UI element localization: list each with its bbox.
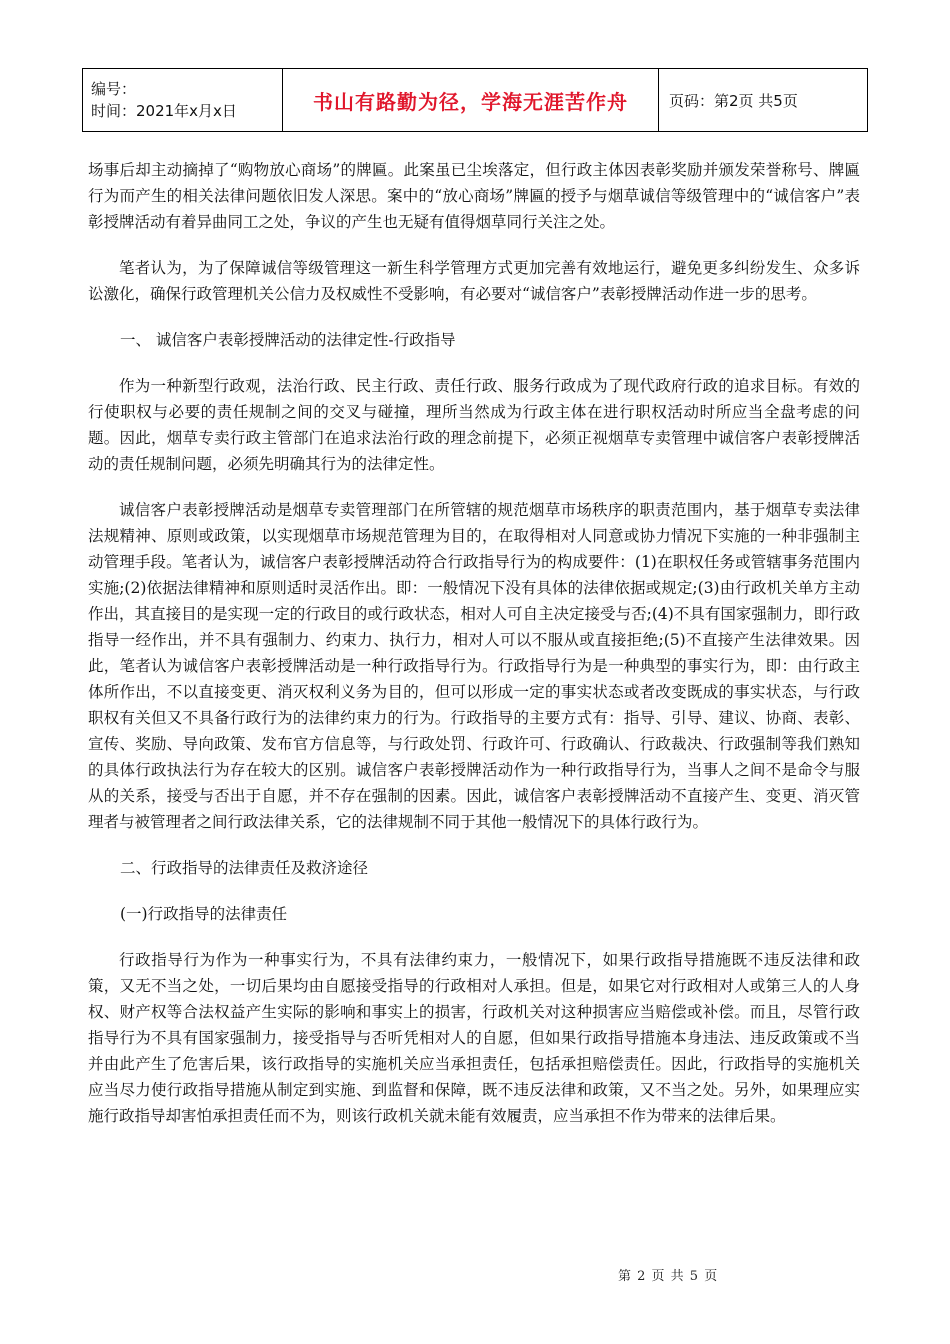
body-paragraph-5: 行政指导行为作为一种事实行为，不具有法律约束力，一般情况下，如果行政指导措施既不违反法律和政策，又无不当之处，一切后果均由自愿接受指导的行政相对人承担。但是，如果它对行政相对人或第三人的人身权、财产权等合法权益产生实际的影响和事实上的损害，行政机关对这种损害应当赔偿或补偿。而且，尽管行政指导行为不具有国家强制力，接受指导与否听凭相对人的自愿，但如果行政指导措施本身违法、违反政策或不当并由此产生了危害后果，该行政指导的实施机关应当承担责任，包括承担赔偿责任。因此，行政指导的实施机关应当尽力使行政指导措施从制定到实施、到监督和保障，既不违反法律和政策，又不当之处。另外，如果理应实施行政指导却害怕承担责任而不为，则该行政机关就未能有效履责，应当承担不作为带来的法律后果。 — [88, 951, 860, 1125]
body-paragraph-2: 笔者认为，为了保障诚信等级管理这一新生科学管理方式更加完善有效地运行，避免更多纠纷发生、众多诉讼激化，确保行政管理机关公信力及权威性不受影响，有必要对“诚信客户”表彰授牌活动作进一步的思考。 — [88, 259, 860, 303]
document-header — [82, 68, 868, 132]
header-meta — [83, 69, 283, 131]
header-motto-cell — [283, 69, 659, 131]
section-heading-1: 一、 诚信客户表彰授牌活动的法律定性-行政指导 — [120, 331, 456, 349]
document-number-label: 编号： — [91, 80, 137, 98]
header-motto: 书山有路勤为径，学海无涯苦作舟 — [313, 89, 628, 114]
subsection-heading-1: (一)行政指导的法律责任 — [120, 905, 288, 923]
document-time-label: 时间：2021年x月x日 — [91, 102, 237, 120]
body-paragraph-4: 诚信客户表彰授牌活动是烟草专卖管理部门在所管辖的规范烟草市场秩序的职责范围内，基于烟草专卖法律法规精神、原则或政策，以实现烟草市场规范管理为目的，在取得相对人同意或协力情况下实施的一种非强制主动管理手段。笔者认为，诚信客户表彰授牌活动符合行政指导行为的构成要件：(1)在职权任务或管辖事务范围内实施;(2)依据法律精神和原则适时灵活作出。即：一般情况下没有具体的法律依据或规定;(3)由行政机关单方主动作出，其直接目的是实现一定的行政目的或行政状态，相对人可自主决定接受与否;(4)不具有国家强制力，即行政指导一经作出，并不具有强制力、约束力、执行力，相对人可以不服从或直接拒绝;(5)不直接产生法律效果。因此，笔者认为诚信客户表彰授牌活动是一种行政指导行为。行政指导行为是一种典型的事实行为，即：由行政主体所作出，不以直接变更、消灭权利义务为目的，但可以形成一定的事实状态或者改变既成的事实状态，与行政职权有关但又不具备行政行为的法律约束力的行为。行政指导的主要方式有：指导、引导、建议、协商、表彰、宣传、奖励、导向政策、发布官方信息等，与行政处罚、行政许可、行政确认、行政裁决、行政强制等我们熟知的具体行政执法行为存在较大的区别。诚信客户表彰授牌活动作为一种行政指导行为，当事人之间不是命令与服从的关系，接受与否出于自愿，并不存在强制的因素。因此，诚信客户表彰授牌活动不直接产生、变更、消灭管理者与被管理者之间行政法律关系，它的法律规制不同于其他一般情况下的具体行政行为。 — [88, 501, 860, 831]
section-heading-2: 二、行政指导的法律责任及救济途径 — [120, 859, 369, 877]
body-paragraph-3: 作为一种新型行政观，法治行政、民主行政、责任行政、服务行政成为了现代政府行政的追求目标。有效的行使职权与必要的责任规制之间的交叉与碰撞，理所当然成为行政主体在进行职权活动时所应当全盘考虑的问题。因此，烟草专卖行政主管部门在追求法治行政的理念前提下，必须正视烟草专卖管理中诚信客户表彰授牌活动的责任规制问题，必须先明确其行为的法律定性。 — [88, 377, 860, 473]
body-paragraph-1: 场事后却主动摘掉了“购物放心商场”的牌匾。此案虽已尘埃落定，但行政主体因表彰奖励并颁发荣誉称号、牌匾行为而产生的相关法律问题依旧发人深思。案中的“放心商场”牌匾的授予与烟草诚信等级管理中的“诚信客户”表彰授牌活动有着异曲同工之处，争议的产生也无疑有值得烟草同行关注之处。 — [88, 161, 860, 231]
page-footer: 第 2 页 共 5 页 — [618, 1269, 719, 1284]
header-page-label: 页码：第2页 共5页 — [669, 91, 798, 110]
header-page-cell — [659, 69, 867, 131]
document-body — [88, 157, 860, 1149]
